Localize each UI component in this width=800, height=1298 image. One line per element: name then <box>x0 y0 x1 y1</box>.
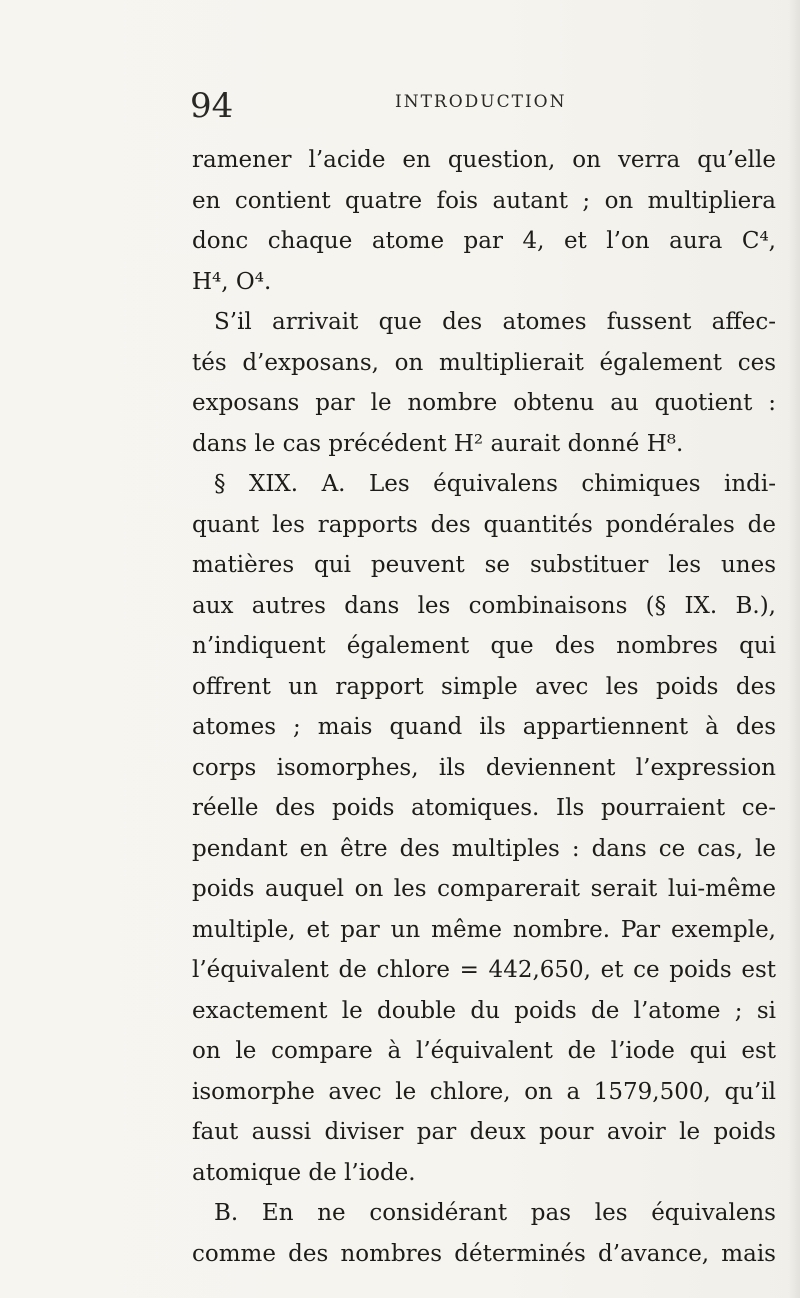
text-line: corps isomorphes, ils deviennent l’expression <box>192 754 776 781</box>
text-line: en contient quatre fois autant ; on multipliera <box>192 187 776 214</box>
page-edge-shadow <box>788 0 800 1298</box>
body-text <box>192 140 776 1274</box>
text-line: aux autres dans les combinaisons (§ IX. B.), <box>192 592 776 619</box>
text-line: isomorphe avec le chlore, on a 1579,500, qu’il <box>192 1078 776 1105</box>
text-line: comme des nombres déterminés d’avance, mais <box>192 1240 776 1267</box>
text-line: H⁴, O⁴. <box>192 268 272 295</box>
text-line: faut aussi diviser par deux pour avoir le poids <box>192 1119 776 1145</box>
running-head <box>190 86 790 126</box>
text-line: offrent un rapport simple avec les poids des <box>192 673 776 700</box>
text-line: exposans par le nombre obtenu au quotient : <box>192 390 776 416</box>
text-line: B. En ne considérant pas les équivalens <box>214 1200 776 1226</box>
text-line: réelle des poids atomiques. Ils pourraient ce- <box>192 795 776 821</box>
text-line: quant les rapports des quantités pondérales de <box>192 511 776 538</box>
text-line: pendant en être des multiples : dans ce cas, le <box>192 835 776 862</box>
text-line: donc chaque atome par 4, et l’on aura C⁴, <box>192 228 776 254</box>
running-title: INTRODUCTION <box>395 92 567 112</box>
text-line: atomique de l’iode. <box>192 1159 416 1186</box>
text-line: tés d’exposans, on multiplierait également ces <box>192 349 776 376</box>
text-line: dans le cas précédent H² aurait donné H⁸. <box>192 430 684 457</box>
text-line: atomes ; mais quand ils appartiennent à des <box>192 714 776 740</box>
text-line: poids auquel on les comparerait serait lui-même <box>192 876 776 902</box>
page-number: 94 <box>190 86 234 126</box>
text-line: n’indiquent également que des nombres qui <box>192 633 776 659</box>
text-line: S’il arrivait que des atomes fussent affec- <box>214 309 776 335</box>
text-line: on le compare à l’équivalent de l’iode qui est <box>192 1038 776 1064</box>
text-line: l’équivalent de chlore = 442,650, et ce poids est <box>192 957 776 983</box>
text-line: multiple, et par un même nombre. Par exemple, <box>192 916 776 943</box>
text-line: exactement le double du poids de l’atome ; si <box>192 997 776 1024</box>
text-line: matières qui peuvent se substituer les unes <box>192 552 776 578</box>
text-line: § XIX. A. Les équivalens chimiques indi- <box>214 471 776 497</box>
text-line: ramener l’acide en question, on verra qu’elle <box>192 147 776 173</box>
